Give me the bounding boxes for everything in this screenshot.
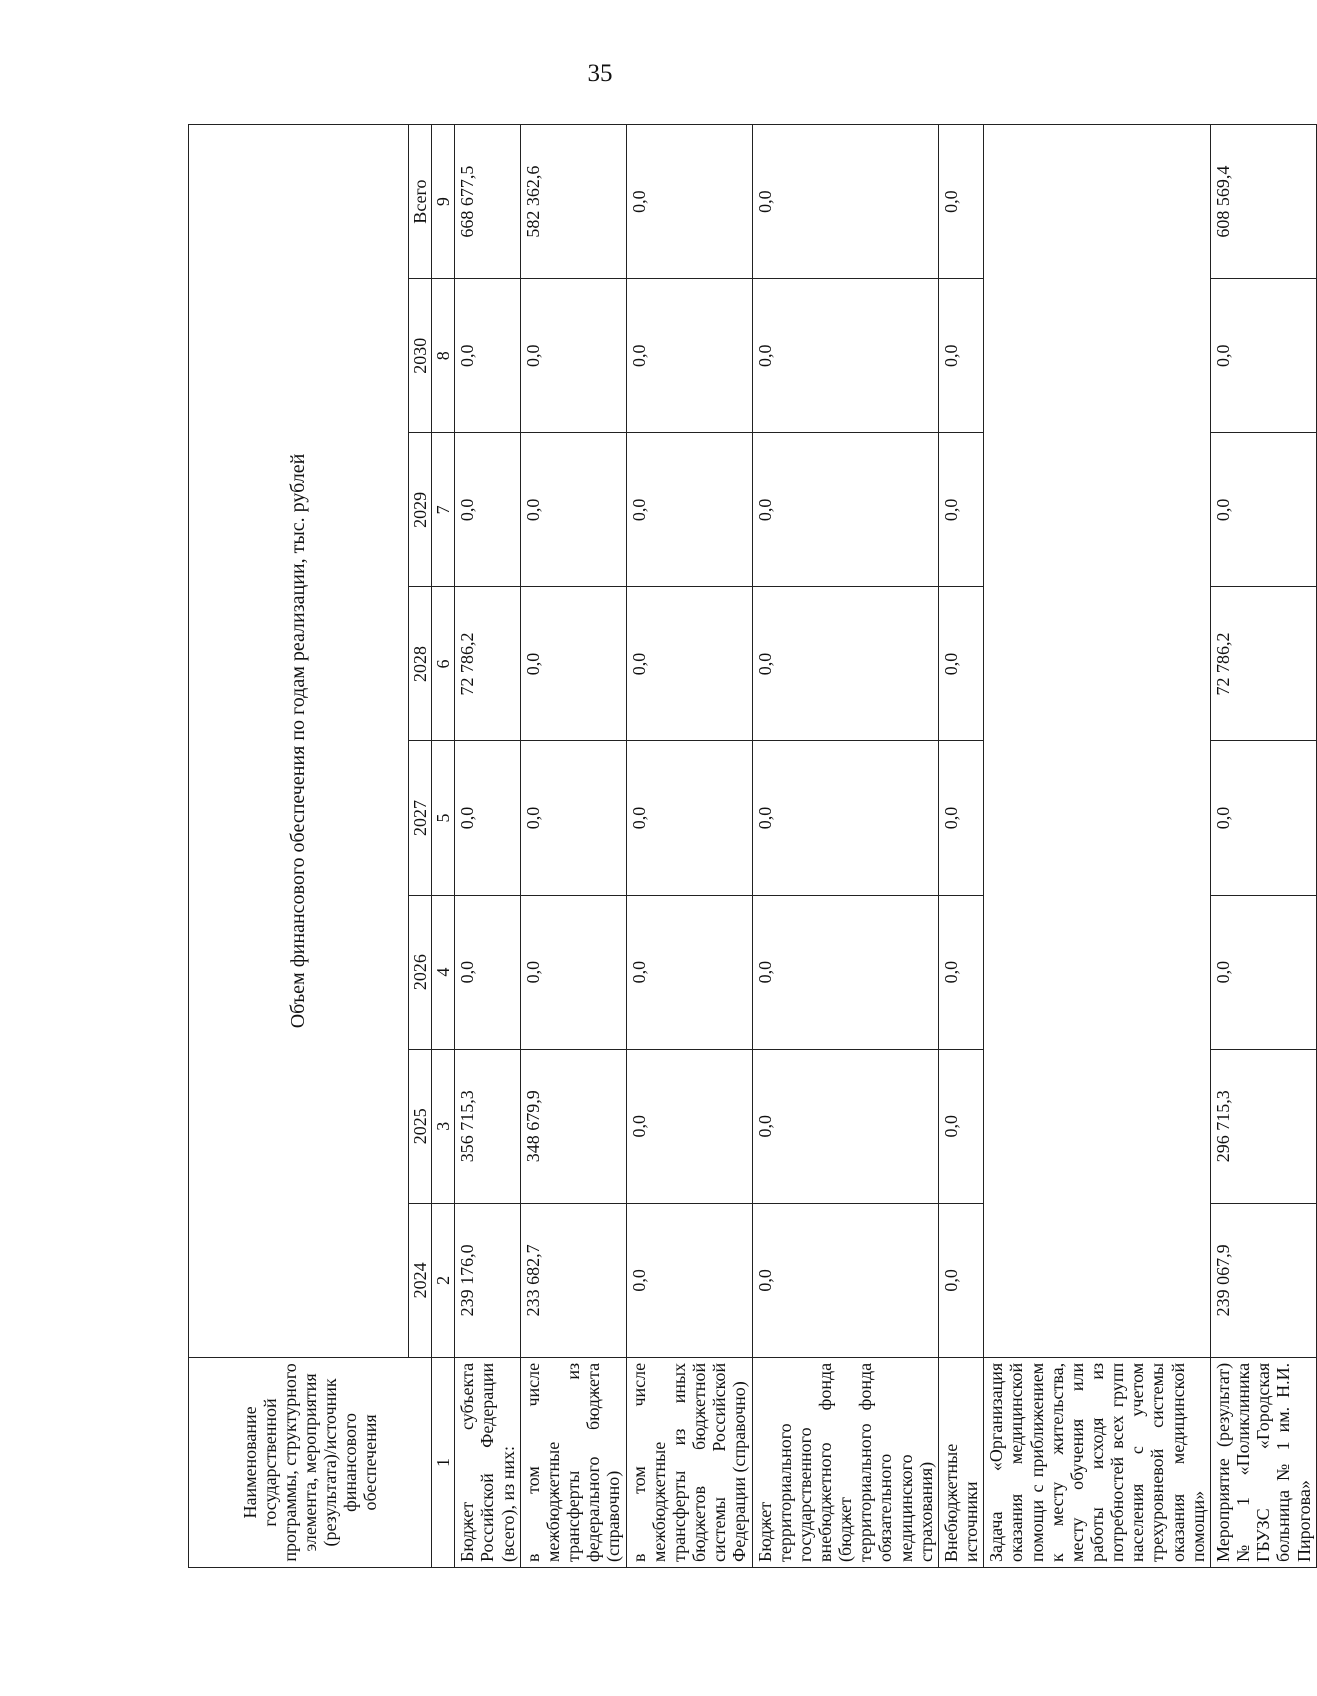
table-row	[752, 125, 938, 1568]
column-number-cell: 1	[432, 1357, 455, 1567]
value-cell: 356 715,3	[455, 1049, 520, 1203]
value-cell: 0,0	[752, 1049, 938, 1203]
value-cell: 0,0	[1210, 895, 1316, 1049]
value-cell: 0,0	[520, 741, 626, 895]
column-number-cell: 6	[432, 587, 455, 741]
value-cell: 0,0	[455, 895, 520, 1049]
table-row	[984, 125, 1211, 1568]
value-cell: 239 067,9	[1210, 1203, 1316, 1357]
column-number-cell: 4	[432, 895, 455, 1049]
year-cell: 2024	[409, 1203, 432, 1357]
year-cell: 2028	[409, 587, 432, 741]
value-cell: 0,0	[752, 895, 938, 1049]
value-cell: 0,0	[520, 587, 626, 741]
value-cell: 0,0	[1210, 279, 1316, 433]
row-name-cell: в том числе межбюджетные трансферты из федерального бюджета (справочно)	[520, 1357, 626, 1567]
row-name-cell: в том числе межбюджетные трансферты из иных бюджетов бюджетной системы Российской Федерации (справочно)	[626, 1357, 752, 1567]
year-cell: 2030	[409, 279, 432, 433]
value-cell: 0,0	[752, 433, 938, 587]
table-row	[626, 125, 752, 1568]
value-cell: 0,0	[626, 1203, 752, 1357]
year-row	[409, 125, 432, 1568]
value-cell: 0,0	[626, 1049, 752, 1203]
column-number-cell: 9	[432, 125, 455, 279]
row-name-cell: Бюджет субъекта Российской Федерации (всего), из них:	[455, 1357, 520, 1567]
table-row	[1210, 125, 1316, 1568]
year-cell: 2029	[409, 433, 432, 587]
column-number-cell: 2	[432, 1203, 455, 1357]
column-number-cell: 8	[432, 279, 455, 433]
header-row	[189, 125, 409, 1568]
value-cell: 608 569,4	[1210, 125, 1316, 279]
column-number-cell: 3	[432, 1049, 455, 1203]
value-cell: 0,0	[1210, 433, 1316, 587]
value-cell: 0,0	[520, 895, 626, 1049]
value-cell: 0,0	[752, 587, 938, 741]
row-name-cell: Бюджет территориального государственного внебюджетного фонда (бюджет территориального фонда обязательного медицинского страхования)	[752, 1357, 938, 1567]
page-number: 35	[587, 60, 613, 87]
value-cell: 0,0	[752, 125, 938, 279]
column-number-cell: 7	[432, 433, 455, 587]
year-cell: 2025	[409, 1049, 432, 1203]
row-name-cell: Мероприятие (результат) № 1 «Поликлиника ГБУЗС «Городская больница № 1 им. Н.И. Пирогова»	[1210, 1357, 1316, 1567]
table-row	[938, 125, 983, 1568]
value-cell: 0,0	[520, 279, 626, 433]
value-cell: 0,0	[626, 895, 752, 1049]
header-volume-cell: Объем финансового обеспечения по годам реализации, тыс. рублей	[189, 125, 409, 1358]
row-name-cell: Внебюджетные источники	[938, 1357, 983, 1567]
value-cell: 239 176,0	[455, 1203, 520, 1357]
value-cell: 0,0	[752, 1203, 938, 1357]
task-empty-cell	[984, 125, 1211, 1358]
value-cell: 0,0	[455, 279, 520, 433]
value-cell: 0,0	[752, 741, 938, 895]
financing-table	[188, 124, 1317, 1568]
value-cell: 0,0	[626, 587, 752, 741]
year-cell: 2026	[409, 895, 432, 1049]
value-cell: 233 682,7	[520, 1203, 626, 1357]
value-cell: 0,0	[938, 1203, 983, 1357]
value-cell: 0,0	[626, 279, 752, 433]
value-cell: 296 715,3	[1210, 1049, 1316, 1203]
year-cell: 2027	[409, 741, 432, 895]
value-cell: 0,0	[938, 433, 983, 587]
value-cell: 0,0	[938, 279, 983, 433]
value-cell: 0,0	[1210, 741, 1316, 895]
column-number-row	[432, 125, 455, 1568]
value-cell: 0,0	[938, 587, 983, 741]
value-cell: 0,0	[752, 279, 938, 433]
table-row	[520, 125, 626, 1568]
value-cell: 0,0	[938, 741, 983, 895]
value-cell: 582 362,6	[520, 125, 626, 279]
value-cell: 348 679,9	[520, 1049, 626, 1203]
value-cell: 0,0	[938, 1049, 983, 1203]
financing-table-wrapper	[188, 124, 1314, 1568]
value-cell: 0,0	[455, 741, 520, 895]
value-cell: 0,0	[520, 433, 626, 587]
value-cell: 668 677,5	[455, 125, 520, 279]
value-cell: 0,0	[455, 433, 520, 587]
table-row	[455, 125, 520, 1568]
year-cell: Всего	[409, 125, 432, 279]
value-cell: 72 786,2	[1210, 587, 1316, 741]
value-cell: 72 786,2	[455, 587, 520, 741]
value-cell: 0,0	[626, 125, 752, 279]
value-cell: 0,0	[938, 125, 983, 279]
value-cell: 0,0	[626, 433, 752, 587]
column-number-cell: 5	[432, 741, 455, 895]
value-cell: 0,0	[938, 895, 983, 1049]
value-cell: 0,0	[626, 741, 752, 895]
row-name-cell: Задача «Организация оказания медицинской помощи с приближением к месту жительства, месту обучения или работы исходя из потребностей всех групп населения с учетом трехуровневой системы оказания медицинской помощи»	[984, 1357, 1211, 1567]
header-name-cell: Наименование государственной программы, структурного элемента, мероприятия (результата)/источник финансового обеспечения	[189, 1357, 432, 1567]
